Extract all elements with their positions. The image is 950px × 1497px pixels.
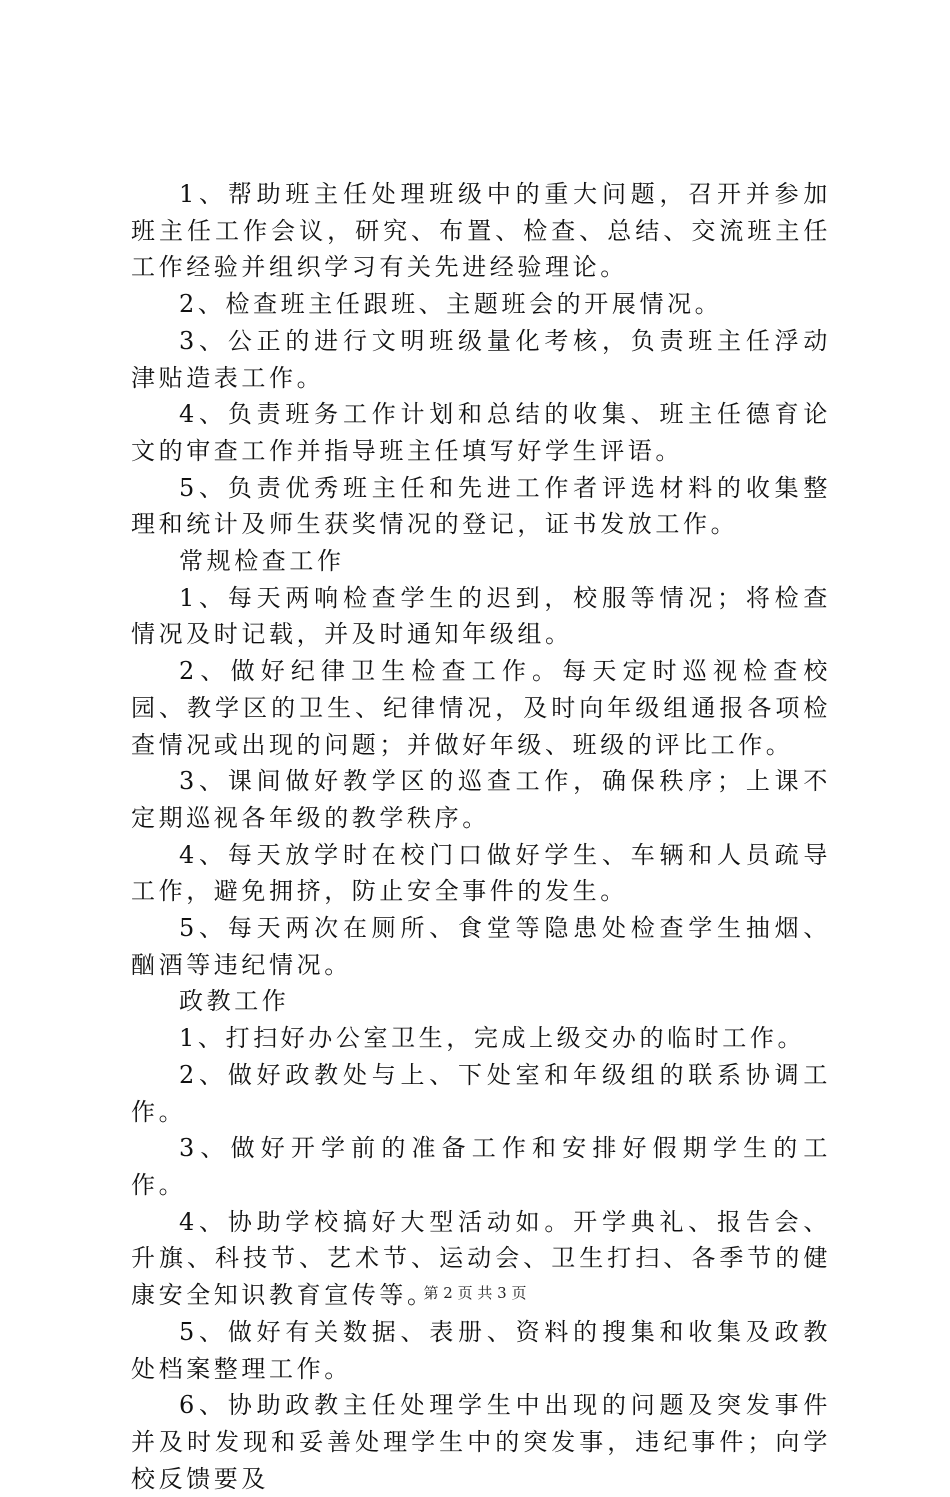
paragraph-6: 1、每天两响检查学生的迟到，校服等情况；将检查情况及时记载，并及时通知年级组。	[131, 583, 831, 649]
paragraph-14: 4、协助学校搞好大型活动如。开学典礼、报告会、升旗、科技节、艺术节、运动会、卫生打扫、各季节的健康安全知识教育宣传等。	[131, 1207, 831, 1310]
paragraph-1: 1、帮助班主任处理班级中的重大问题，召开并参加班主任工作会议，研究、布置、检查、总结、交流班主任工作经验并组织学习有关先进经验理论。	[131, 180, 831, 282]
paragraph-8: 3、课间做好教学区的巡查工作，确保秩序；上课不定期巡视各年级的教学秩序。	[131, 767, 831, 832]
paragraph-12: 2、做好政教处与上、下处室和年级组的联系协调工作。	[131, 1060, 831, 1126]
page-number-footer: 第 2 页 共 3 页	[423, 1284, 527, 1302]
paragraph-13: 3、做好开学前的准备工作和安排好假期学生的工作。	[131, 1134, 831, 1199]
paragraph-9: 4、每天放学时在校门口做好学生、车辆和人员疏导工作，避免拥挤，防止安全事件的发生。	[131, 840, 831, 906]
paragraph-3: 3、公正的进行文明班级量化考核，负责班主任浮动津贴造表工作。	[131, 326, 831, 392]
paragraph-10: 5、每天两次在厕所、食堂等隐患处检查学生抽烟、酗酒等违纪情况。	[131, 914, 831, 979]
paragraph-4: 4、负责班务工作计划和总结的收集、班主任德育论文的审查工作并指导班主任填写好学生评语。	[131, 400, 831, 465]
paragraph-15: 5、做好有关数据、表册、资料的搜集和收集及政教处档案整理工作。	[131, 1317, 831, 1383]
paragraph-7: 2、做好纪律卫生检查工作。每天定时巡视检查校园、教学区的卫生、纪律情况，及时向年级组通报各项检查情况或出现的问题；并做好年级、班级的评比工作。	[131, 657, 831, 759]
paragraph-11: 1、打扫好办公室卫生，完成上级交办的临时工作。	[179, 1024, 806, 1053]
paragraph-2: 2、检查班主任跟班、主题班会的开展情况。	[179, 290, 723, 319]
paragraph-16: 6、协助政教主任处理学生中出现的问题及突发事件并及时发现和妥善处理学生中的突发事，违纪事件；向学校反馈要及	[131, 1391, 831, 1493]
section-heading-routine-inspection: 常规检查工作	[179, 547, 345, 576]
paragraph-5: 5、负责优秀班主任和先进工作者评选材料的收集整理和统计及师生获奖情况的登记，证书发放工作。	[131, 473, 831, 539]
section-heading-political-education: 政教工作	[179, 987, 290, 1016]
